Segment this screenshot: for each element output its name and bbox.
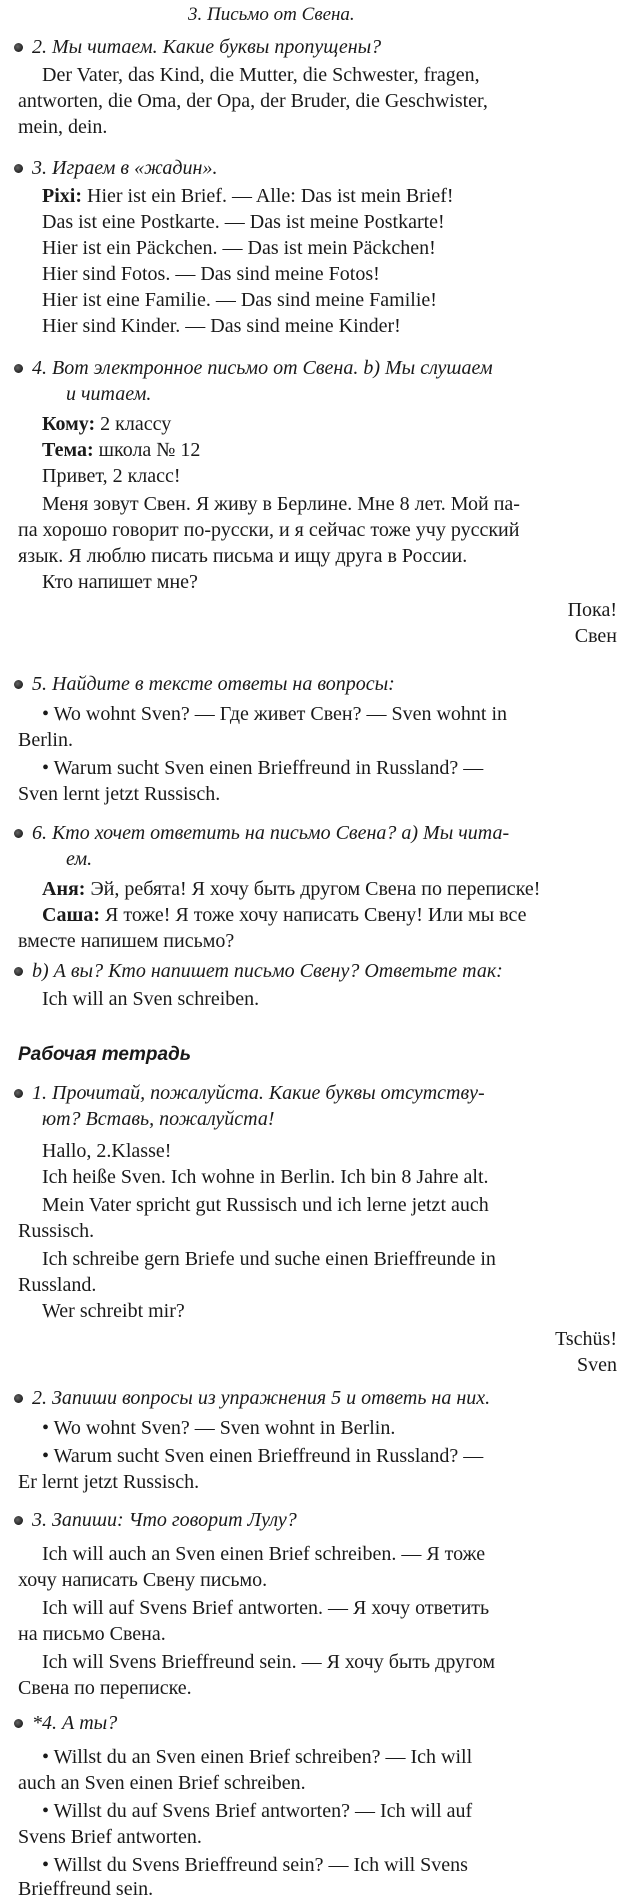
ex6-heading: 6. Кто хочет ответить на письмо Свена? а) Мы чита- [32, 822, 510, 844]
ex5-line: • Wo wohnt Sven? — Где живет Свен? — Sven wohnt in [42, 703, 508, 725]
w1-line: Ich heiße Sven. Ich wohne in Berlin. Ich bin 8 Jahre alt. [42, 1166, 489, 1188]
ex6-heading-cont: ем. [66, 848, 93, 870]
exercise-bullet-icon [14, 164, 23, 173]
w3-line: Ich will auch an Sven einen Brief schreiben. — Я тоже [42, 1543, 486, 1565]
ex3-line: Das ist eine Postkarte. — Das ist meine Postkarte! [42, 211, 445, 233]
ex3-line-text: Hier ist ein Brief. — Alle: Das ist mein Brief! [87, 185, 454, 207]
email-subject [42, 437, 200, 463]
ex5-line: Berlin. [18, 729, 73, 751]
lesson-title: 3. Письмо от Свена. [188, 4, 355, 25]
ex2-line: antworten, die Oma, der Opa, der Bruder, die Geschwister, [18, 90, 488, 112]
ex6b-answer: Ich will an Sven schreiben. [42, 988, 260, 1010]
ex3-line: Hier sind Fotos. — Das sind meine Fotos! [42, 263, 380, 285]
email-body-line: па хорошо говорит по-русски, и я сейчас тоже учу русский [18, 519, 520, 541]
ex4-heading-cont: и читаем. [66, 383, 152, 405]
speaker-label: Аня: [42, 878, 86, 900]
dialogue-anya [42, 876, 540, 902]
exercise-bullet-icon [14, 1089, 23, 1098]
w4-line: Brieffreund sein. [18, 1878, 154, 1900]
dialogue-text: Эй, ребята! Я хочу быть другом Свена по переписке! [90, 878, 541, 900]
ex3-line: Hier ist ein Päckchen. — Das ist mein Päckchen! [42, 237, 436, 259]
speaker-label: Pixi: [42, 185, 82, 207]
ex3-line: Hier sind Kinder. — Das sind meine Kinder! [42, 315, 401, 337]
ex5-heading: 5. Найдите в тексте ответы на вопросы: [32, 673, 395, 695]
w3-line: Ich will Svens Brieffreund sein. — Я хочу быть другом [42, 1651, 496, 1673]
w2-line: • Warum sucht Sven einen Brieffreund in Russland? — [42, 1445, 484, 1467]
email-to-value: 2 классу [100, 413, 172, 435]
w4-line: auch an Sven einen Brief schreiben. [18, 1772, 306, 1794]
email-question: Кто напишет мне? [42, 571, 198, 593]
w4-heading: *4. А ты? [32, 1712, 118, 1734]
w3-line: на письмо Свена. [18, 1623, 166, 1645]
dialogue-text-cont: вместе напишем письмо? [18, 930, 235, 952]
w1-heading-cont: ют? Вставь, пожалуйста! [42, 1108, 275, 1130]
email-greeting: Привет, 2 класс! [42, 465, 181, 487]
w1-signature: Sven [577, 1354, 617, 1376]
email-signature: Свен [574, 625, 617, 647]
exercise-bullet-icon [14, 829, 23, 838]
email-closing: Пока! [567, 599, 617, 621]
w2-heading: 2. Запиши вопросы из упражнения 5 и ответь на них. [32, 1387, 491, 1409]
w4-line: Svens Brief antworten. [18, 1826, 202, 1848]
dialogue-text: Я тоже! Я тоже хочу написать Свену! Или мы все [105, 904, 527, 926]
w1-closing: Tschüs! [555, 1328, 617, 1350]
ex6b-heading: b) А вы? Кто напишет письмо Свену? Ответьте так: [32, 960, 503, 982]
speaker-label: Саша: [42, 904, 100, 926]
email-to-label: Кому: [42, 413, 96, 435]
ex2-heading: 2. Мы читаем. Какие буквы пропущены? [32, 36, 382, 58]
w1-heading: 1. Прочитай, пожалуйста. Какие буквы отсутству- [32, 1082, 485, 1104]
exercise-bullet-icon [14, 1719, 23, 1728]
email-subject-label: Тема: [42, 439, 94, 461]
w1-line: Mein Vater spricht gut Russisch und ich lerne jetzt auch [42, 1194, 489, 1216]
email-subject-value: школа № 12 [98, 439, 201, 461]
w1-line: Russland. [18, 1274, 97, 1296]
w3-line: Ich will auf Svens Brief antworten. — Я хочу ответить [42, 1597, 490, 1619]
exercise-bullet-icon [14, 1516, 23, 1525]
ex3-first-line [42, 183, 454, 209]
w3-heading: 3. Запиши: Что говорит Лулу? [32, 1509, 297, 1531]
exercise-bullet-icon [14, 680, 23, 689]
exercise-bullet-icon [14, 967, 23, 976]
w1-line: Wer schreibt mir? [42, 1300, 185, 1322]
ex2-line: mein, dein. [18, 116, 108, 138]
w3-line: хочу написать Свену письмо. [18, 1569, 268, 1591]
email-body-line: Меня зовут Свен. Я живу в Берлине. Мне 8 лет. Мой па- [42, 493, 520, 515]
w1-line: Ich schreibe gern Briefe und suche einen Brieffreunde in [42, 1248, 496, 1270]
w1-line: Hallo, 2.Klasse! [42, 1140, 172, 1162]
exercise-bullet-icon [14, 364, 23, 373]
dialogue-sasha [42, 902, 526, 928]
w1-line: Russisch. [18, 1220, 95, 1242]
w4-line: • Willst du auf Svens Brief antworten? — Ich will auf [42, 1800, 473, 1822]
w3-line: Свена по переписке. [18, 1677, 192, 1699]
ex3-heading: 3. Играем в «жадин». [32, 157, 218, 179]
email-body-line: язык. Я люблю писать письма и ищу друга в России. [18, 545, 468, 567]
ex4-heading: 4. Вот электронное письмо от Свена. b) Мы слушаем [32, 357, 493, 379]
exercise-bullet-icon [14, 43, 23, 52]
email-to [42, 411, 171, 437]
ex2-line: Der Vater, das Kind, die Mutter, die Schwester, fragen, [42, 64, 480, 86]
w4-line: • Willst du an Sven einen Brief schreiben? — Ich will [42, 1746, 473, 1768]
w4-line: • Willst du Svens Brieffreund sein? — Ich will Svens [42, 1854, 468, 1876]
ex5-line: Sven lernt jetzt Russisch. [18, 783, 221, 805]
ex3-line: Hier ist eine Familie. — Das sind meine Familie! [42, 289, 437, 311]
w2-line: • Wo wohnt Sven? — Sven wohnt in Berlin. [42, 1417, 396, 1439]
workbook-title: Рабочая тетрадь [18, 1044, 192, 1065]
w2-line: Er lernt jetzt Russisch. [18, 1471, 200, 1493]
ex5-line: • Warum sucht Sven einen Brieffreund in Russland? — [42, 757, 484, 779]
exercise-bullet-icon [14, 1394, 23, 1403]
